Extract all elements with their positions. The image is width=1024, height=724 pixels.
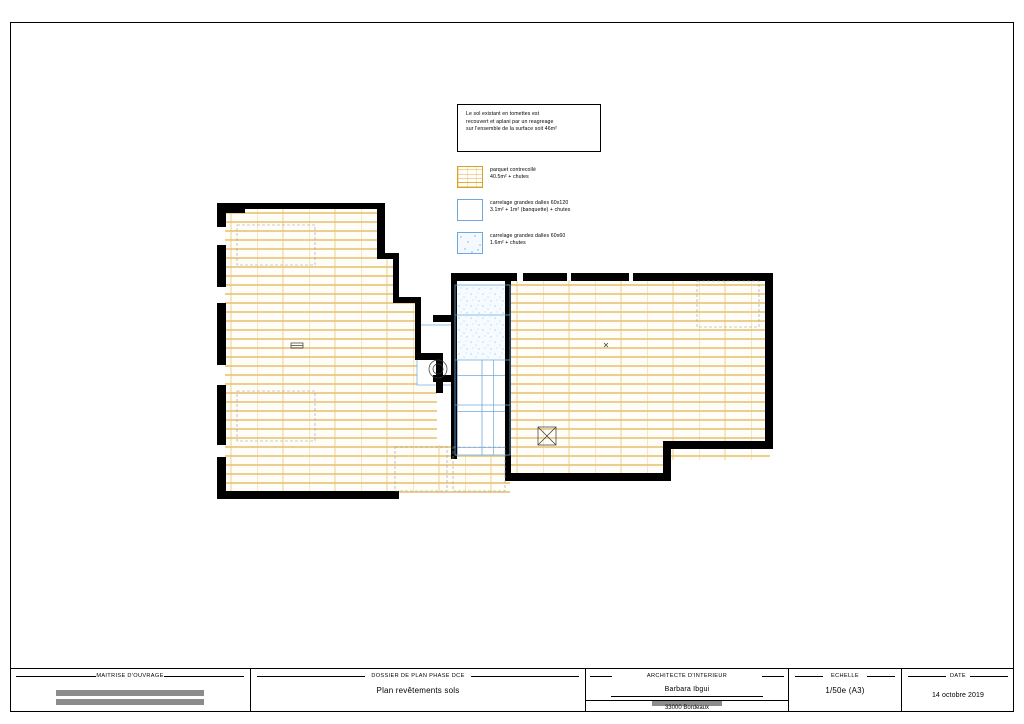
legend-parquet-title: parquet contrecollé: [490, 167, 537, 173]
note-line-2: recouvert et aplani par un reagreage: [466, 118, 554, 125]
legend-dalle60-title: carrelage grandes dalles 60x60: [490, 233, 566, 239]
architecte-divider: [586, 700, 788, 701]
echelle-value: [789, 679, 901, 695]
note-line-3: sur l'ensemble de la surface soit 46m²: [466, 126, 557, 133]
dossier-label: DOSSIER DE PLAN PHASE DCE: [371, 673, 465, 679]
parquet-swatch-icon: [457, 166, 483, 188]
title-block: [10, 668, 1014, 712]
note-line-1: Le sol existant en tomettes est: [466, 111, 540, 117]
dossier-value: [251, 679, 585, 695]
legend-item-parquet: [457, 166, 617, 188]
legend-dalle60-detail: 1.6m² + chutes: [490, 240, 526, 247]
echelle-label: ECHELLE: [831, 673, 859, 679]
architect-name: Barbara Ibgui: [664, 686, 710, 693]
legend-dalle120-detail: 3.1m² + 1m² (banquette) + chutes: [490, 207, 571, 214]
maitrise-ouvrage-value: [10, 679, 250, 705]
titleblock-date: [902, 669, 1014, 712]
dossier-header: [251, 669, 585, 679]
architecte-header: [586, 669, 788, 679]
client-address-redaction-bar: [56, 699, 204, 705]
legend-dalle120-title: carrelage grandes dalles 60x120: [490, 200, 569, 206]
date-label: DATE: [950, 673, 966, 679]
maitrise-ouvrage-header: [10, 669, 250, 679]
architect-underline: [611, 696, 763, 697]
architecte-value: [586, 679, 788, 706]
plan-title: Plan revêtements sols: [376, 686, 460, 695]
date-value: [902, 679, 1014, 699]
echelle-header: [789, 669, 901, 679]
titleblock-dossier: [251, 669, 586, 712]
floor-plan-drawing: [205, 195, 795, 515]
scale-value: 1/50e (A3): [825, 686, 865, 695]
architect-city: 33000 Bordeaux: [664, 705, 710, 711]
architecte-label: ARCHITECTE D'INTERIEUR: [646, 673, 728, 679]
legend-parquet-detail: 40.5m² + chutes: [490, 174, 529, 181]
maitrise-ouvrage-label: MAITRISE D'OUVRAGE: [96, 673, 164, 679]
reagreage-note-box: [457, 104, 601, 152]
titleblock-maitrise-ouvrage: [10, 669, 251, 712]
titleblock-echelle: [789, 669, 902, 712]
client-name-redaction-bar: [56, 690, 204, 696]
drawing-date: 14 octobre 2019: [931, 692, 985, 699]
titleblock-architecte: [586, 669, 789, 712]
date-header: [902, 669, 1014, 679]
